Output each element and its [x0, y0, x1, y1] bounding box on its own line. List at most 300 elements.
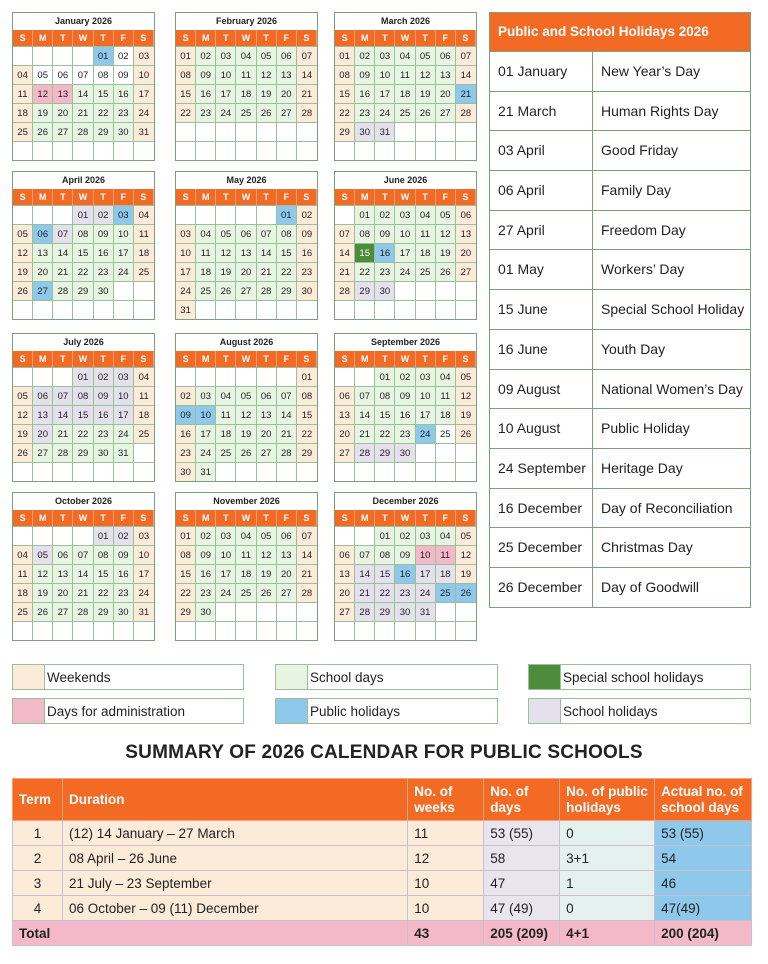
day-cell: [176, 367, 196, 386]
summary-cell-term: 4: [13, 896, 63, 921]
day-cell: 03: [114, 205, 134, 224]
day-cell: 21: [53, 424, 73, 443]
day-cell: 21: [73, 103, 93, 122]
day-cell: 29: [94, 602, 114, 621]
day-cell: 25: [134, 262, 154, 281]
day-cell: [257, 621, 277, 640]
day-cell: 09: [196, 65, 216, 84]
day-cell: 06: [277, 46, 297, 65]
day-cell: 14: [277, 405, 297, 424]
weekday-header: S: [13, 510, 33, 526]
day-cell: 07: [355, 386, 375, 405]
day-cell: [53, 462, 73, 481]
day-cell: 28: [277, 443, 297, 462]
day-cell: [355, 367, 375, 386]
day-cell: 17: [134, 564, 154, 583]
day-cell: 04: [436, 526, 456, 545]
day-cell: 29: [335, 122, 355, 141]
weekday-header: T: [375, 510, 395, 526]
day-cell: [216, 602, 236, 621]
day-cell: 11: [436, 545, 456, 564]
day-cell: 06: [33, 224, 53, 243]
day-cell: 22: [297, 424, 317, 443]
day-cell: 28: [73, 122, 93, 141]
day-cell: 29: [277, 281, 297, 300]
day-cell: 19: [257, 564, 277, 583]
day-cell: 11: [134, 386, 154, 405]
day-cell: 19: [436, 243, 456, 262]
day-cell: 03: [416, 526, 436, 545]
day-cell: [436, 621, 456, 640]
day-cell: 29: [176, 602, 196, 621]
summary-total-label: Total: [13, 921, 408, 946]
day-cell: 22: [73, 262, 93, 281]
weekday-header: W: [73, 510, 93, 526]
day-cell: 05: [33, 545, 53, 564]
day-cell: [13, 526, 33, 545]
day-cell: 10: [196, 405, 216, 424]
summary-total-actual-days: 200 (204): [655, 921, 752, 946]
day-cell: [355, 300, 375, 319]
day-cell: 31: [114, 443, 134, 462]
header-duration: Duration: [62, 779, 407, 821]
day-cell: [456, 141, 476, 160]
summary-cell-public-holidays: 1: [560, 871, 655, 896]
weekday-header: S: [456, 189, 476, 205]
day-cell: 05: [416, 46, 436, 65]
day-cell: [436, 141, 456, 160]
weekday-header: T: [375, 189, 395, 205]
day-cell: [73, 621, 93, 640]
day-cell: 14: [355, 564, 375, 583]
day-cell: 25: [436, 424, 456, 443]
day-cell: 21: [335, 262, 355, 281]
legend-label: School days: [310, 669, 384, 685]
day-cell: [416, 462, 436, 481]
day-cell: 01: [277, 205, 297, 224]
day-cell: 22: [94, 103, 114, 122]
day-cell: 09: [94, 386, 114, 405]
weekday-header: F: [436, 189, 456, 205]
weekday-header: T: [53, 189, 73, 205]
day-cell: 02: [114, 526, 134, 545]
weekday-header: T: [94, 510, 114, 526]
day-cell: 11: [236, 545, 256, 564]
holidays-table-title: Public and School Holidays 2026: [490, 13, 750, 51]
day-cell: [456, 621, 476, 640]
day-cell: 13: [236, 243, 256, 262]
day-cell: 13: [33, 405, 53, 424]
holiday-date: 24 September: [490, 449, 593, 488]
summary-cell-days: 47: [484, 871, 560, 896]
day-cell: 10: [416, 386, 436, 405]
header-days: No. of days: [484, 779, 560, 821]
day-cell: 03: [216, 526, 236, 545]
month-days-grid: [176, 510, 317, 640]
day-cell: 08: [297, 386, 317, 405]
day-cell: [257, 300, 277, 319]
day-cell: [395, 281, 415, 300]
day-cell: 21: [257, 262, 277, 281]
day-cell: 17: [196, 424, 216, 443]
month-days-grid: [335, 189, 476, 319]
day-cell: [176, 205, 196, 224]
day-cell: 29: [375, 443, 395, 462]
day-cell: 10: [114, 386, 134, 405]
day-cell: 16: [297, 243, 317, 262]
day-cell: 05: [236, 386, 256, 405]
day-cell: 30: [114, 122, 134, 141]
day-cell: 21: [277, 424, 297, 443]
day-cell: 28: [335, 281, 355, 300]
legend-label: Days for administration: [47, 703, 186, 719]
day-cell: [53, 46, 73, 65]
day-cell: [416, 122, 436, 141]
weekday-header: F: [277, 351, 297, 367]
day-cell: 16: [114, 564, 134, 583]
holiday-row: [490, 448, 750, 488]
day-cell: 04: [13, 65, 33, 84]
day-cell: [216, 300, 236, 319]
day-cell: 25: [134, 424, 154, 443]
day-cell: [33, 462, 53, 481]
weekday-header: F: [277, 510, 297, 526]
weekday-header: S: [456, 30, 476, 46]
day-cell: 30: [94, 443, 114, 462]
day-cell: [216, 205, 236, 224]
month-days-grid: [13, 30, 154, 160]
summary-row: [13, 846, 752, 871]
day-cell: 07: [73, 65, 93, 84]
day-cell: 23: [94, 424, 114, 443]
day-cell: 15: [375, 405, 395, 424]
day-cell: 27: [335, 602, 355, 621]
day-cell: 02: [196, 46, 216, 65]
day-cell: 08: [277, 224, 297, 243]
day-cell: 20: [33, 262, 53, 281]
day-cell: 27: [335, 443, 355, 462]
legend-item: [12, 698, 244, 724]
day-cell: 25: [236, 103, 256, 122]
day-cell: 15: [73, 243, 93, 262]
day-cell: 04: [134, 367, 154, 386]
day-cell: 27: [277, 103, 297, 122]
day-cell: 01: [94, 526, 114, 545]
legend-swatch: [276, 699, 308, 723]
month-days-grid: [13, 189, 154, 319]
day-cell: [33, 621, 53, 640]
summary-cell-weeks: 10: [408, 896, 484, 921]
weekday-header: T: [375, 30, 395, 46]
holiday-name: Human Rights Day: [601, 102, 719, 119]
day-cell: 05: [13, 224, 33, 243]
summary-cell-term: 3: [13, 871, 63, 896]
day-cell: 19: [236, 424, 256, 443]
day-cell: [134, 443, 154, 462]
weekday-header: T: [216, 189, 236, 205]
weekday-header: S: [134, 351, 154, 367]
day-cell: 15: [94, 84, 114, 103]
day-cell: 10: [216, 65, 236, 84]
day-cell: 22: [277, 262, 297, 281]
day-cell: 02: [94, 205, 114, 224]
day-cell: 14: [257, 243, 277, 262]
day-cell: 14: [456, 65, 476, 84]
weekday-header: T: [416, 30, 436, 46]
legend-item: [528, 664, 751, 690]
month-days-grid: [335, 30, 476, 160]
day-cell: 08: [94, 65, 114, 84]
day-cell: [277, 300, 297, 319]
day-cell: 15: [335, 84, 355, 103]
weekday-header: M: [33, 510, 53, 526]
day-cell: 24: [114, 424, 134, 443]
weekday-header: T: [53, 30, 73, 46]
weekday-header: W: [236, 30, 256, 46]
day-cell: [355, 141, 375, 160]
day-cell: [176, 141, 196, 160]
day-cell: 13: [456, 224, 476, 243]
day-cell: [257, 141, 277, 160]
month-title: July 2026: [13, 334, 154, 351]
day-cell: [196, 122, 216, 141]
day-cell: 10: [216, 545, 236, 564]
day-cell: 27: [436, 103, 456, 122]
day-cell: [236, 205, 256, 224]
weekday-header: S: [297, 30, 317, 46]
legend-item: [275, 698, 498, 724]
day-cell: [335, 300, 355, 319]
weekday-header: M: [196, 510, 216, 526]
day-cell: 19: [416, 84, 436, 103]
weekday-header: T: [257, 351, 277, 367]
day-cell: 12: [456, 386, 476, 405]
day-cell: 29: [355, 281, 375, 300]
day-cell: 18: [395, 84, 415, 103]
holiday-row: [490, 210, 750, 250]
day-cell: 19: [13, 424, 33, 443]
day-cell: 25: [13, 602, 33, 621]
day-cell: [416, 621, 436, 640]
day-cell: 04: [236, 46, 256, 65]
day-cell: 12: [33, 564, 53, 583]
day-cell: 04: [196, 224, 216, 243]
day-cell: 17: [216, 564, 236, 583]
month-calendar: [12, 333, 155, 482]
day-cell: 19: [33, 103, 53, 122]
day-cell: [53, 367, 73, 386]
day-cell: [33, 46, 53, 65]
summary-cell-actual-days: 46: [655, 871, 752, 896]
holiday-row: [490, 567, 750, 607]
day-cell: [196, 300, 216, 319]
day-cell: 23: [395, 424, 415, 443]
month-calendar: [175, 12, 318, 161]
day-cell: 24: [395, 262, 415, 281]
day-cell: 27: [277, 583, 297, 602]
day-cell: 17: [134, 84, 154, 103]
day-cell: 01: [176, 46, 196, 65]
day-cell: 21: [456, 84, 476, 103]
day-cell: 14: [73, 84, 93, 103]
day-cell: 25: [395, 103, 415, 122]
day-cell: 11: [236, 65, 256, 84]
day-cell: 28: [297, 583, 317, 602]
day-cell: 12: [436, 224, 456, 243]
day-cell: 27: [236, 281, 256, 300]
day-cell: 09: [395, 386, 415, 405]
day-cell: 02: [395, 367, 415, 386]
day-cell: 15: [355, 243, 375, 262]
weekday-header: S: [335, 351, 355, 367]
day-cell: 20: [335, 424, 355, 443]
holiday-date: 06 April: [490, 171, 593, 210]
day-cell: 12: [416, 65, 436, 84]
day-cell: 22: [73, 424, 93, 443]
day-cell: 06: [53, 65, 73, 84]
day-cell: 02: [94, 367, 114, 386]
day-cell: 01: [335, 46, 355, 65]
day-cell: 16: [196, 84, 216, 103]
day-cell: 12: [257, 65, 277, 84]
day-cell: [375, 141, 395, 160]
day-cell: 09: [395, 545, 415, 564]
day-cell: 07: [73, 545, 93, 564]
summary-cell-term: 2: [13, 846, 63, 871]
weekday-header: T: [416, 510, 436, 526]
summary-cell-duration: 08 April – 26 June: [62, 846, 407, 871]
day-cell: [456, 300, 476, 319]
day-cell: 05: [257, 46, 277, 65]
day-cell: 26: [236, 443, 256, 462]
day-cell: 04: [216, 386, 236, 405]
day-cell: [355, 526, 375, 545]
day-cell: 20: [335, 583, 355, 602]
day-cell: [375, 462, 395, 481]
day-cell: [436, 462, 456, 481]
day-cell: 05: [33, 65, 53, 84]
day-cell: 05: [216, 224, 236, 243]
day-cell: 03: [416, 367, 436, 386]
weekday-header: M: [33, 30, 53, 46]
day-cell: 08: [73, 386, 93, 405]
weekday-header: F: [114, 189, 134, 205]
day-cell: [13, 367, 33, 386]
day-cell: 11: [216, 405, 236, 424]
summary-total-weeks: 43: [408, 921, 484, 946]
holiday-row: [490, 527, 750, 567]
holiday-row: [490, 488, 750, 528]
day-cell: 02: [176, 386, 196, 405]
day-cell: 01: [375, 526, 395, 545]
weekday-header: S: [13, 189, 33, 205]
weekday-header: W: [395, 510, 415, 526]
day-cell: 15: [176, 564, 196, 583]
day-cell: [134, 300, 154, 319]
summary-title: SUMMARY OF 2026 CALENDAR FOR PUBLIC SCHOOLS: [125, 742, 643, 763]
month-title: January 2026: [13, 13, 154, 30]
day-cell: 01: [73, 367, 93, 386]
day-cell: 08: [94, 545, 114, 564]
day-cell: 13: [335, 405, 355, 424]
holiday-row: [490, 408, 750, 448]
weekday-header: F: [436, 351, 456, 367]
legend-item: [528, 698, 751, 724]
day-cell: [395, 122, 415, 141]
day-cell: 31: [196, 462, 216, 481]
day-cell: [335, 367, 355, 386]
weekday-header: S: [134, 30, 154, 46]
header-actual-days: Actual no. of school days: [655, 779, 752, 821]
day-cell: 02: [114, 46, 134, 65]
day-cell: [216, 122, 236, 141]
day-cell: 13: [257, 405, 277, 424]
day-cell: 01: [355, 205, 375, 224]
day-cell: 29: [73, 443, 93, 462]
day-cell: 21: [297, 564, 317, 583]
day-cell: 23: [94, 262, 114, 281]
legend-swatch: [13, 665, 45, 689]
legend-swatch: [13, 699, 45, 723]
day-cell: 17: [176, 262, 196, 281]
day-cell: 30: [114, 602, 134, 621]
day-cell: [134, 621, 154, 640]
day-cell: 30: [196, 602, 216, 621]
day-cell: 24: [216, 103, 236, 122]
month-title: August 2026: [176, 334, 317, 351]
day-cell: 12: [257, 545, 277, 564]
summary-cell-actual-days: 53 (55): [655, 821, 752, 846]
weekday-header: W: [395, 189, 415, 205]
weekday-header: S: [176, 510, 196, 526]
summary-table: [12, 778, 752, 946]
day-cell: 19: [13, 262, 33, 281]
day-cell: 11: [196, 243, 216, 262]
day-cell: 04: [436, 367, 456, 386]
summary-cell-actual-days: 47(49): [655, 896, 752, 921]
day-cell: 19: [257, 84, 277, 103]
day-cell: 13: [277, 65, 297, 84]
day-cell: [395, 621, 415, 640]
day-cell: 24: [416, 583, 436, 602]
day-cell: 23: [196, 103, 216, 122]
holiday-date: 25 December: [490, 528, 593, 567]
day-cell: 08: [73, 224, 93, 243]
day-cell: [53, 300, 73, 319]
legend-label: Special school holidays: [563, 669, 704, 685]
day-cell: 29: [375, 602, 395, 621]
day-cell: 26: [13, 443, 33, 462]
month-calendar: [334, 171, 477, 320]
day-cell: 30: [297, 281, 317, 300]
day-cell: 18: [216, 424, 236, 443]
weekday-header: T: [257, 510, 277, 526]
day-cell: [176, 122, 196, 141]
weekday-header: S: [456, 510, 476, 526]
day-cell: 30: [355, 122, 375, 141]
weekday-header: W: [73, 30, 93, 46]
day-cell: 19: [33, 583, 53, 602]
day-cell: 05: [13, 386, 33, 405]
day-cell: 03: [114, 367, 134, 386]
weekday-header: T: [53, 510, 73, 526]
day-cell: 20: [33, 424, 53, 443]
day-cell: 26: [456, 583, 476, 602]
day-cell: 14: [297, 545, 317, 564]
day-cell: 28: [456, 103, 476, 122]
day-cell: 09: [375, 224, 395, 243]
day-cell: 29: [94, 122, 114, 141]
